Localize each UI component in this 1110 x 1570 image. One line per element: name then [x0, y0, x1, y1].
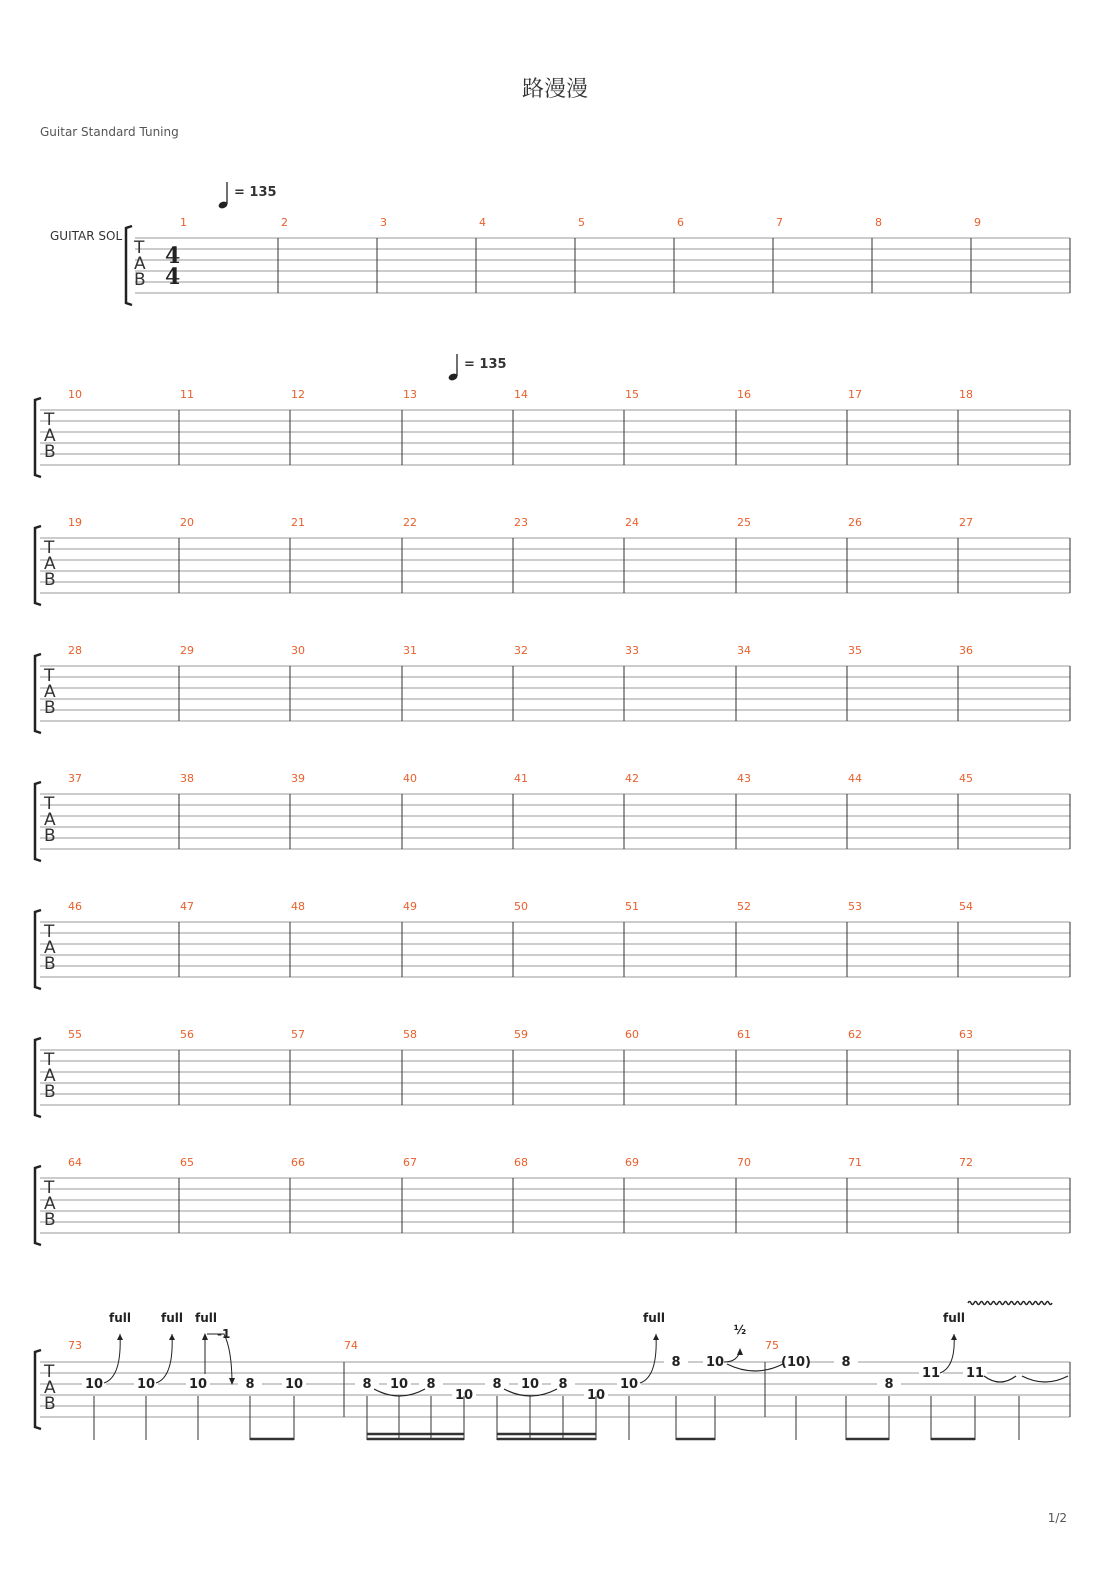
- measure-number: 3: [380, 216, 387, 229]
- release-label: -1: [217, 1327, 231, 1341]
- measure-number: 65: [180, 1156, 194, 1169]
- measure-number: 20: [180, 516, 194, 529]
- measure-number: 22: [403, 516, 417, 529]
- fret-number: 8: [245, 1377, 255, 1392]
- measure-number: 40: [403, 772, 417, 785]
- tab-label-t: T: [44, 922, 55, 942]
- tab-label-t: T: [44, 666, 55, 686]
- tab-label-t: T: [44, 1362, 55, 1382]
- measure-number: 24: [625, 516, 639, 529]
- measure-number: 75: [765, 1339, 779, 1352]
- measure-number: 28: [68, 644, 82, 657]
- tab-label-t: T: [44, 538, 55, 558]
- measure-number: 69: [625, 1156, 639, 1169]
- fret-number: 10: [84, 1377, 104, 1392]
- bend-label: full: [643, 1311, 665, 1325]
- measure-number: 15: [625, 388, 639, 401]
- measure-number: 8: [875, 216, 882, 229]
- measure-number: 10: [68, 388, 82, 401]
- tab-label-b: B: [44, 442, 56, 462]
- fret-number: 10: [188, 1377, 208, 1392]
- fret-number: 10: [454, 1388, 474, 1403]
- tab-label-b: B: [44, 698, 56, 718]
- measure-number: 6: [677, 216, 684, 229]
- measure-number: 17: [848, 388, 862, 401]
- measure-number: 44: [848, 772, 862, 785]
- measure-number: 46: [68, 900, 82, 913]
- tab-label-a: A: [44, 554, 56, 574]
- measure-number: 66: [291, 1156, 305, 1169]
- fret-number: 10: [389, 1377, 409, 1392]
- fret-number: 10: [586, 1388, 606, 1403]
- measure-number: 29: [180, 644, 194, 657]
- system-bracket: [126, 226, 132, 305]
- measure-number: 49: [403, 900, 417, 913]
- fret-number: 11: [965, 1366, 985, 1381]
- tab-label-b: B: [44, 954, 56, 974]
- measure-number: 11: [180, 388, 194, 401]
- fret-number: 8: [362, 1377, 372, 1392]
- bend-curve: [640, 1334, 656, 1383]
- time-signature-top: 4: [165, 243, 181, 269]
- measure-number: 48: [291, 900, 305, 913]
- measure-number: 68: [514, 1156, 528, 1169]
- page-number: 1/2: [1047, 1511, 1067, 1525]
- tuning-label: Guitar Standard Tuning: [40, 125, 179, 139]
- measure-number: 25: [737, 516, 751, 529]
- measure-number: 70: [737, 1156, 751, 1169]
- measure-number: 30: [291, 644, 305, 657]
- tab-label-b: B: [44, 1082, 56, 1102]
- fret-number: 8: [426, 1377, 436, 1392]
- bend-arrowhead: [951, 1334, 957, 1340]
- measure-number: 19: [68, 516, 82, 529]
- measure-number: 42: [625, 772, 639, 785]
- fret-number: (10): [781, 1355, 811, 1370]
- tab-label-t: T: [134, 238, 145, 258]
- measure-number: 63: [959, 1028, 973, 1041]
- fret-number: 8: [671, 1355, 681, 1370]
- measure-number: 26: [848, 516, 862, 529]
- tab-label-a: A: [134, 254, 146, 274]
- instrument-name: GUITAR SOL: [50, 229, 123, 243]
- measure-number: 39: [291, 772, 305, 785]
- tab-label-t: T: [44, 1050, 55, 1070]
- measure-number: 74: [344, 1339, 358, 1352]
- measure-number: 35: [848, 644, 862, 657]
- tab-label-t: T: [44, 410, 55, 430]
- fret-number: 8: [884, 1377, 894, 1392]
- measure-number: 73: [68, 1339, 82, 1352]
- bend-label: full: [109, 1311, 131, 1325]
- fret-number: 10: [136, 1377, 156, 1392]
- tab-label-a: A: [44, 938, 56, 958]
- slur: [1022, 1376, 1068, 1382]
- measure-number: 33: [625, 644, 639, 657]
- measure-number: 7: [776, 216, 783, 229]
- measure-number: 55: [68, 1028, 82, 1041]
- fret-number: 10: [284, 1377, 304, 1392]
- tab-label-t: T: [44, 1178, 55, 1198]
- measure-number: 60: [625, 1028, 639, 1041]
- measure-number: 18: [959, 388, 973, 401]
- tab-label-a: A: [44, 426, 56, 446]
- measure-number: 2: [281, 216, 288, 229]
- measure-number: 47: [180, 900, 194, 913]
- tempo-marking: = 135: [234, 185, 277, 200]
- measure-number: 56: [180, 1028, 194, 1041]
- bend-curve: [104, 1334, 120, 1383]
- measure-number: 36: [959, 644, 973, 657]
- measure-number: 32: [514, 644, 528, 657]
- half-bend-label: ½: [733, 1323, 747, 1337]
- measure-number: 53: [848, 900, 862, 913]
- tab-label-a: A: [44, 1066, 56, 1086]
- measure-number: 51: [625, 900, 639, 913]
- bend-arrowhead: [169, 1334, 175, 1340]
- measure-number: 31: [403, 644, 417, 657]
- measure-number: 50: [514, 900, 528, 913]
- measure-number: 1: [180, 216, 187, 229]
- measure-number: 27: [959, 516, 973, 529]
- bend-arrowhead: [653, 1334, 659, 1340]
- measure-number: 21: [291, 516, 305, 529]
- measure-number: 71: [848, 1156, 862, 1169]
- fret-number: 8: [558, 1377, 568, 1392]
- bend-arrowhead: [737, 1348, 743, 1355]
- fret-number: 10: [520, 1377, 540, 1392]
- measure-number: 67: [403, 1156, 417, 1169]
- tab-label-b: B: [44, 1394, 56, 1414]
- vibrato-line: [968, 1302, 1052, 1305]
- tab-label-b: B: [134, 270, 146, 290]
- tab-label-a: A: [44, 1194, 56, 1214]
- release-curve: [207, 1334, 232, 1384]
- tab-label-t: T: [44, 794, 55, 814]
- measure-number: 13: [403, 388, 417, 401]
- fret-number: 11: [921, 1366, 941, 1381]
- measure-number: 64: [68, 1156, 82, 1169]
- fret-number: 8: [492, 1377, 502, 1392]
- tab-label-a: A: [44, 682, 56, 702]
- measure-number: 4: [479, 216, 486, 229]
- time-signature-bottom: 4: [165, 264, 181, 290]
- fret-number: 10: [705, 1355, 725, 1370]
- fret-number: 10: [619, 1377, 639, 1392]
- measure-number: 54: [959, 900, 973, 913]
- measure-number: 43: [737, 772, 751, 785]
- measure-number: 62: [848, 1028, 862, 1041]
- measure-number: 57: [291, 1028, 305, 1041]
- tab-label-a: A: [44, 810, 56, 830]
- measure-number: 72: [959, 1156, 973, 1169]
- song-title: 路漫漫: [521, 77, 588, 102]
- measure-number: 41: [514, 772, 528, 785]
- measure-number: 34: [737, 644, 751, 657]
- measure-number: 58: [403, 1028, 417, 1041]
- tab-label-b: B: [44, 826, 56, 846]
- measure-number: 38: [180, 772, 194, 785]
- measure-number: 9: [974, 216, 981, 229]
- bend-label: full: [943, 1311, 965, 1325]
- tab-label-b: B: [44, 1210, 56, 1230]
- slur: [727, 1364, 783, 1371]
- bend-arrowhead: [117, 1334, 123, 1340]
- slur: [984, 1376, 1016, 1382]
- measure-number: 16: [737, 388, 751, 401]
- bend-label: full: [195, 1311, 217, 1325]
- measure-number: 45: [959, 772, 973, 785]
- measure-number: 59: [514, 1028, 528, 1041]
- measure-number: 52: [737, 900, 751, 913]
- measure-number: 5: [578, 216, 585, 229]
- fret-number: 8: [841, 1355, 851, 1370]
- measure-number: 14: [514, 388, 528, 401]
- tab-label-a: A: [44, 1378, 56, 1398]
- measure-number: 37: [68, 772, 82, 785]
- tempo-marking: = 135: [464, 357, 507, 372]
- measure-number: 12: [291, 388, 305, 401]
- tab-label-b: B: [44, 570, 56, 590]
- bend-curve: [156, 1334, 172, 1383]
- measure-number: 23: [514, 516, 528, 529]
- bend-label: full: [161, 1311, 183, 1325]
- measure-number: 61: [737, 1028, 751, 1041]
